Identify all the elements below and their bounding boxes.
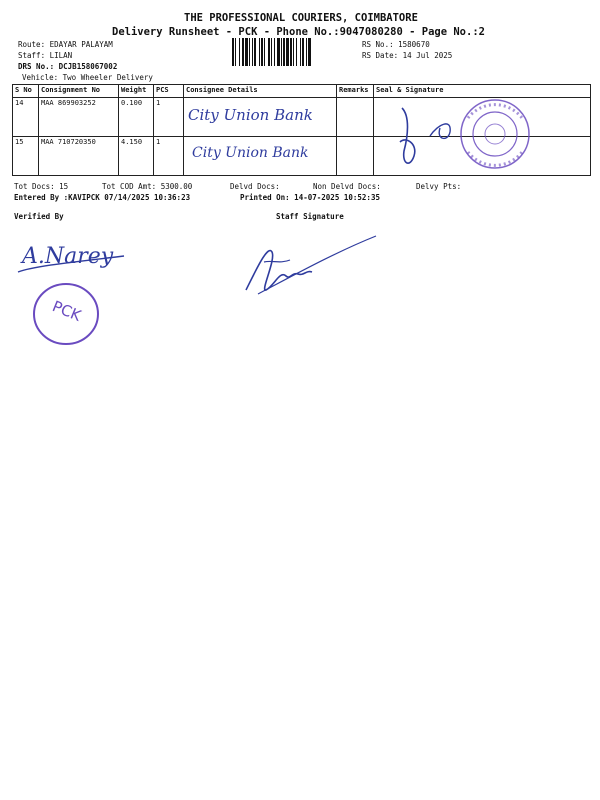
cell-sno: 14 — [13, 98, 39, 137]
pck-stamp-text: PCK — [49, 297, 84, 325]
verified-by-label: Verified By — [14, 212, 64, 221]
rs-number: RS No.: 1580670 — [362, 40, 430, 49]
vehicle-label: Vehicle: Two Wheeler Delivery — [22, 73, 153, 82]
total-cod-amount: Tot COD Amt: 5300.00 — [102, 182, 193, 191]
printed-on: Printed On: 14-07-2025 10:52:35 — [240, 193, 380, 202]
verified-by-signature: A.Narey — [22, 244, 114, 269]
consignee-handwriting: City Union Bank — [188, 106, 313, 124]
route-label: Route: EDAYAR PALAYAM — [18, 40, 113, 49]
cell-sno: 15 — [13, 137, 39, 176]
cell-consignment: MAA 869903252 — [39, 98, 119, 137]
non-delivered-docs: Non Delvd Docs: — [313, 182, 381, 191]
cell-pcs: 1 — [154, 137, 184, 176]
col-header-remarks: Remarks — [337, 85, 374, 98]
col-header-weight: Weight — [119, 85, 154, 98]
total-docs: Tot Docs: 15 — [14, 182, 69, 191]
consignee-handwriting: City Union Bank — [192, 145, 309, 161]
delivered-docs: Delvd Docs: — [230, 182, 280, 191]
cell-weight: 0.100 — [119, 98, 154, 137]
cell-pcs: 1 — [154, 98, 184, 137]
cell-remarks — [337, 137, 374, 176]
cell-consignee — [184, 137, 337, 176]
rs-date: RS Date: 14 Jul 2025 — [362, 51, 453, 60]
cell-remarks — [337, 98, 374, 137]
company-title: THE PROFESSIONAL COURIERS, COIMBATORE — [184, 12, 418, 24]
seal-signature-image — [380, 96, 540, 176]
verified-signature-stroke — [14, 238, 134, 278]
col-header-seal-signature: Seal & Signature — [374, 85, 591, 98]
delivery-points: Delvy Pts: — [416, 182, 462, 191]
drs-number: DRS No.: DCJB158067002 — [18, 62, 118, 71]
col-header-sno: S No — [13, 85, 39, 98]
cell-consignee — [184, 98, 337, 137]
col-header-consignment: Consignment No — [39, 85, 119, 98]
cell-weight: 4.150 — [119, 137, 154, 176]
staff-label: Staff: LILAN — [18, 51, 73, 60]
cell-consignment: MAA 710720350 — [39, 137, 119, 176]
staff-signature-image — [236, 230, 386, 302]
col-header-pcs: PCS — [154, 85, 184, 98]
col-header-consignee: Consignee Details — [184, 85, 337, 98]
staff-signature-label: Staff Signature — [276, 212, 344, 221]
runsheet-title: Delivery Runsheet - PCK - Phone No.:9047080280 - Page No.:2 — [112, 26, 485, 38]
entered-by: Entered By :KAVIPCK 07/14/2025 10:36:23 — [14, 193, 191, 202]
barcode-image — [232, 38, 350, 66]
